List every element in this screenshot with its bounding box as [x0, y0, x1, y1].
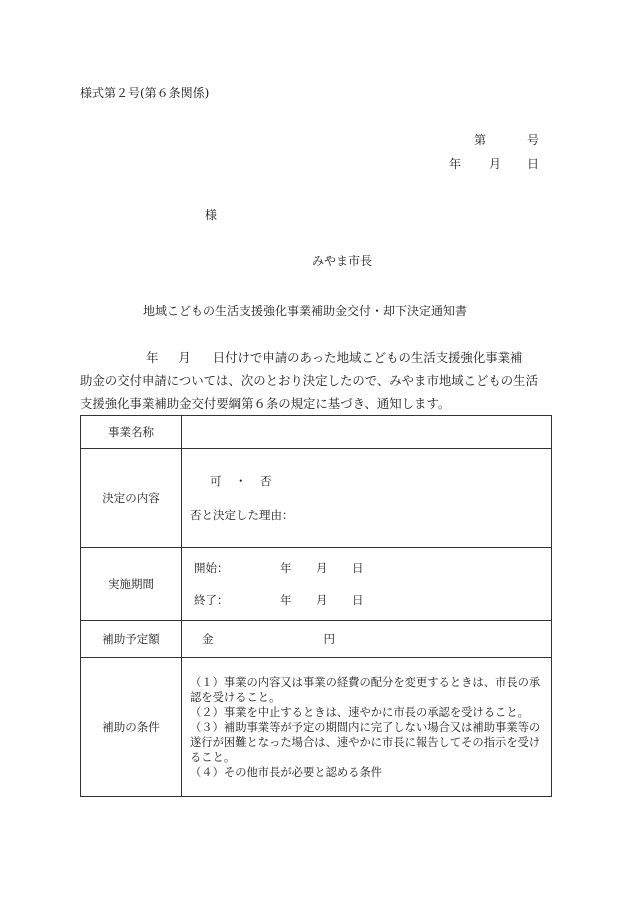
- period-end: [182, 584, 551, 616]
- decision-table: [80, 415, 552, 797]
- condition-4: （４）その他市長が必要と認める条件: [190, 765, 383, 779]
- conditions-field: [182, 658, 552, 797]
- end-gatsu: 月: [316, 593, 328, 607]
- amount-field[interactable]: [182, 621, 552, 658]
- issuer: みやま市長: [312, 254, 373, 268]
- row-decision: [81, 449, 552, 548]
- document-title: 地域こどもの生活支援強化事業補助金交付・却下決定通知書: [143, 304, 468, 318]
- decision-field[interactable]: [182, 449, 552, 548]
- project-name-field[interactable]: [182, 416, 552, 449]
- end-nen: 年: [280, 593, 292, 607]
- amount-prefix: 金: [202, 632, 214, 646]
- condition-1: （１）事業の内容又は事業の経費の配分を変更するときは、市長の承認を受けること。: [190, 675, 541, 704]
- amount-label: 補助予定額: [81, 621, 182, 658]
- condition-2: （２）事業を中止するときは、速やかに市長の承認を受けること。: [190, 705, 529, 719]
- decision-label: 決定の内容: [81, 449, 182, 548]
- date-gatsu: 月: [489, 157, 502, 171]
- period-label: 実施期間: [81, 548, 182, 621]
- doc-no-go: 号: [527, 133, 540, 147]
- body-line-1: [80, 346, 552, 369]
- period-field[interactable]: [182, 548, 552, 621]
- date-nichi: 日: [527, 157, 540, 171]
- project-name-label: 事業名称: [81, 416, 182, 449]
- row-period: [81, 548, 552, 621]
- body-gatsu: 月: [178, 350, 191, 365]
- start-gatsu: 月: [316, 561, 328, 575]
- body-line-3: 支援強化事業補助金交付要綱第６条の規定に基づき、通知します。: [80, 396, 451, 411]
- form-number: 様式第２号(第６条関係): [80, 86, 210, 100]
- row-amount: [81, 621, 552, 658]
- reason-label: 否と決定した理由：: [190, 508, 294, 522]
- row-conditions: [81, 658, 552, 797]
- end-nichi: 日: [352, 593, 364, 607]
- conditions-label: 補助の条件: [81, 658, 182, 797]
- end-label: 終了：: [194, 593, 229, 607]
- condition-3: （３）補助事業等が予定の期間内に完了しない場合又は補助事業等の遂行が困難となった場合は、速やかに市長に報告してその指示を受けること。: [190, 720, 541, 764]
- start-label: 開始：: [194, 561, 229, 575]
- date-nen: 年: [449, 157, 462, 171]
- body-line-1-rest: 日付けで申請のあった地域こどもの生活支援強化事業補: [212, 350, 523, 365]
- doc-no-dai: 第: [474, 133, 487, 147]
- body-nen: 年: [146, 350, 159, 365]
- addressee-suffix: 様: [205, 208, 218, 222]
- period-start: [182, 552, 551, 584]
- start-nen: 年: [280, 561, 292, 575]
- start-nichi: 日: [352, 561, 364, 575]
- decision-options: 可 ・ 否: [210, 474, 273, 488]
- row-project-name: [81, 416, 552, 449]
- amount-unit: 円: [323, 632, 335, 646]
- body-paragraph: [80, 346, 552, 415]
- body-line-2: 助金の交付申請については、次のとおり決定したので、みやま市地域こどもの生活: [80, 373, 538, 388]
